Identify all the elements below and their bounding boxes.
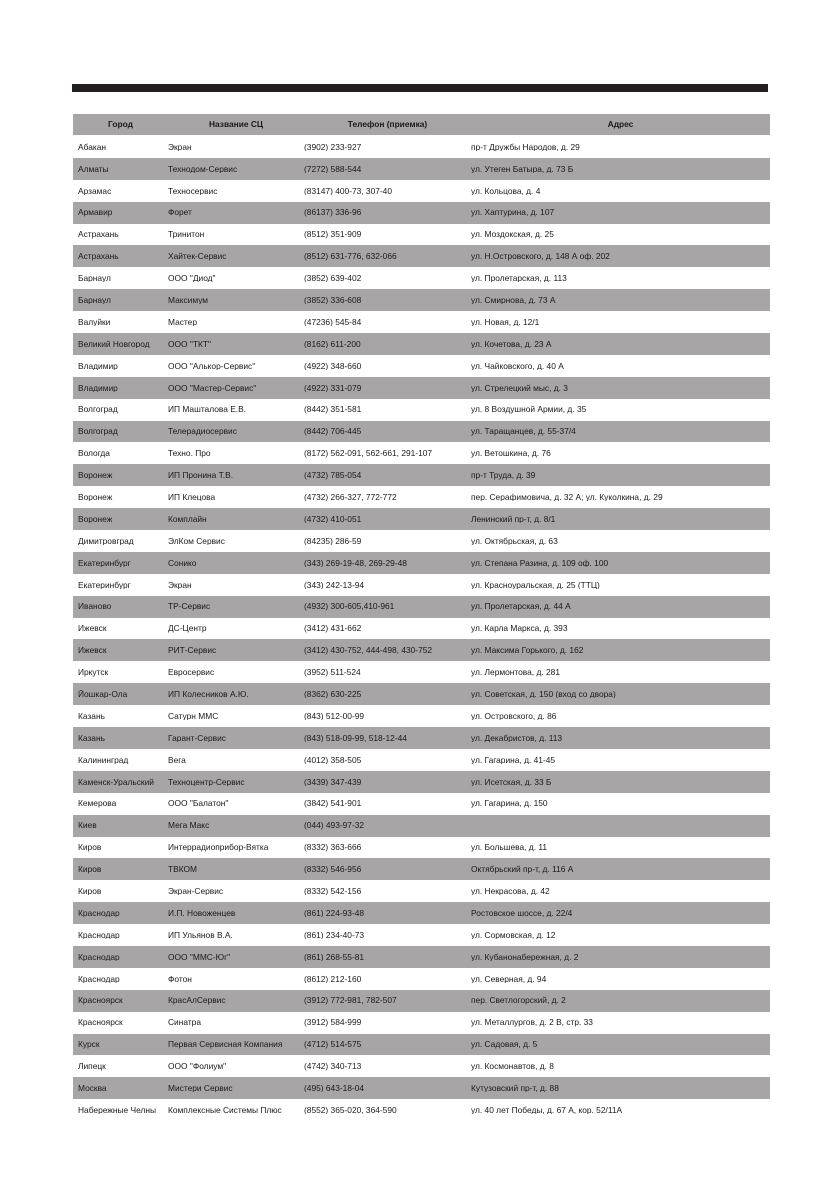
cell-city: Краснодар — [78, 930, 120, 940]
cell-city: Набережные Челны — [78, 1105, 157, 1115]
table-row — [73, 749, 770, 771]
table-row — [73, 158, 770, 180]
cell-name: Экран — [168, 580, 192, 589]
header-city: Город — [108, 120, 133, 129]
cell-address: ул. Космонавтов, д. 8 — [471, 1062, 554, 1071]
service-center-table — [73, 114, 770, 1121]
cell-address: ул. Металлургов, д. 2 В, стр. 33 — [471, 1018, 593, 1027]
header-address: Адрес — [607, 120, 634, 129]
cell-phone: (8552) 365-020, 364-590 — [304, 1105, 397, 1115]
cell-city: Краснодар — [78, 974, 120, 983]
cell-phone: (343) 269-19-48, 269-29-48 — [304, 558, 407, 568]
cell-address: ул. Островского, д. 86 — [471, 711, 557, 721]
cell-phone: (3412) 431-662 — [304, 624, 362, 633]
table-row — [73, 245, 770, 267]
cell-city: Москва — [78, 1084, 107, 1093]
table-row — [73, 1034, 770, 1056]
cell-phone: (8332) 546-956 — [304, 865, 362, 874]
cell-name: Синатра — [168, 1018, 201, 1027]
top-rule — [72, 84, 768, 92]
cell-address: ул. Гагарина, д. 150 — [471, 799, 548, 808]
table-row — [73, 333, 770, 355]
cell-phone: (4932) 300-605,410-961 — [304, 602, 395, 611]
cell-city: Краснодар — [78, 908, 120, 918]
cell-name: ДС-Центр — [168, 624, 207, 633]
table-row — [73, 180, 770, 202]
cell-city: Иваново — [78, 602, 112, 611]
table-row — [73, 311, 770, 333]
cell-name: И.П. Новоженцев — [168, 908, 236, 918]
cell-phone: (861) 224-93-48 — [304, 908, 365, 918]
table-row — [73, 224, 770, 246]
cell-phone: (3412) 430-752, 444-498, 430-752 — [304, 646, 433, 655]
cell-name: Хайтек-Сервис — [168, 252, 227, 261]
cell-phone: (3912) 584-999 — [304, 1018, 362, 1027]
table-row — [73, 618, 770, 640]
cell-city: Вологда — [78, 449, 110, 458]
cell-address: ул. Красноуральская, д. 25 (ТТЦ) — [471, 580, 600, 589]
cell-address: ул. Советская, д. 150 (вход со двора) — [471, 690, 616, 699]
cell-phone: (861) 268-55-81 — [304, 952, 365, 962]
table-row — [73, 771, 770, 793]
cell-address: ул. Пролетарская, д. 113 — [471, 274, 567, 283]
cell-address: ул. Моздокская, д. 25 — [471, 230, 554, 239]
cell-address: ул. Большева, д. 11 — [471, 843, 548, 852]
cell-phone: (83147) 400-73, 307-40 — [304, 186, 393, 195]
cell-city: Калининград — [78, 755, 129, 765]
cell-address: пер. Серафимовича, д. 32 А; ул. Куколкина, д. 29 — [471, 492, 663, 502]
cell-name: ООО "Алькор-Сервис" — [168, 361, 256, 371]
cell-address: ул. Некрасова, д. 42 — [471, 887, 550, 896]
cell-address: ул. 40 лет Победы, д. 67 А, кор. 52/11А — [471, 1105, 623, 1115]
table-row — [73, 574, 770, 596]
cell-name: ТР-Сервис — [168, 602, 211, 611]
cell-phone: (343) 242-13-94 — [304, 580, 365, 589]
cell-phone: (8332) 363-666 — [304, 843, 362, 852]
table-row — [73, 464, 770, 486]
cell-phone: (4742) 340-713 — [304, 1062, 362, 1071]
cell-city: Димитровград — [78, 536, 134, 546]
cell-address: пр-т Дружбы Народов, д. 29 — [471, 142, 580, 152]
table-row — [73, 289, 770, 311]
cell-city: Астрахань — [78, 230, 119, 239]
table-row — [73, 486, 770, 508]
cell-name: ЭлКом Сервис — [168, 536, 225, 546]
cell-address: ул. Утеген Батыра, д. 73 Б — [471, 164, 574, 174]
cell-name: ООО "Мастер-Сервис" — [168, 383, 257, 392]
cell-address: ул. Новая, д. 12/1 — [471, 317, 540, 327]
cell-city: Барнаул — [78, 274, 111, 283]
cell-phone: (4012) 358-505 — [304, 755, 362, 765]
cell-phone: (4712) 514-575 — [304, 1040, 362, 1049]
table-row — [73, 683, 770, 705]
cell-address: Кутузовский пр-т, д. 88 — [471, 1084, 559, 1093]
cell-phone: (044) 493-97-32 — [304, 821, 365, 830]
cell-address: ул. Ветошкина, д. 76 — [471, 449, 551, 458]
cell-name: ООО "Диод" — [168, 274, 216, 283]
cell-address: пер. Светлогорский, д. 2 — [471, 996, 566, 1005]
cell-name: Евросервис — [168, 668, 215, 677]
cell-city: Ижевск — [78, 646, 107, 655]
table-header — [73, 114, 770, 135]
cell-phone: (4922) 348-660 — [304, 361, 362, 371]
cell-address: ул. Пролетарская, д. 44 А — [471, 602, 571, 611]
cell-address: ул. Кубанонабережная, д. 2 — [471, 952, 579, 962]
cell-name: ООО "ММС-Юг" — [168, 952, 231, 962]
table-row — [73, 837, 770, 859]
cell-city: Йошкар-Ола — [78, 690, 128, 699]
cell-city: Воронеж — [78, 471, 113, 480]
cell-address: ул. Декабристов, д. 113 — [471, 733, 563, 743]
cell-city: Воронеж — [78, 492, 113, 502]
cell-name: Вега — [168, 755, 186, 765]
cell-city: Ижевск — [78, 624, 107, 633]
table-row — [73, 639, 770, 661]
table-row — [73, 421, 770, 443]
cell-city: Краснодар — [78, 952, 120, 962]
cell-city: Иркутск — [78, 668, 109, 677]
cell-name: Техноцентр-Сервис — [168, 777, 245, 786]
cell-name: Сонико — [168, 558, 197, 568]
cell-phone: (84235) 286-59 — [304, 536, 362, 546]
cell-address: Ростовское шоссе, д. 22/4 — [471, 908, 573, 918]
table-row — [73, 399, 770, 421]
cell-address: ул. Садовая, д. 5 — [471, 1040, 538, 1049]
cell-phone: (8442) 706-445 — [304, 427, 362, 436]
cell-phone: (8442) 351-581 — [304, 405, 362, 414]
cell-city: Кемерова — [78, 799, 117, 808]
cell-phone: (8512) 631-776, 632-066 — [304, 252, 397, 261]
cell-name: Форет — [168, 208, 192, 217]
cell-phone: (47236) 545-84 — [304, 317, 362, 327]
cell-city: Абакан — [78, 142, 106, 152]
cell-name: Первая Сервисная Компания — [168, 1040, 283, 1049]
table-row — [73, 880, 770, 902]
cell-city: Каменск-Уральский — [78, 777, 154, 786]
cell-name: КрасАлСервис — [168, 996, 226, 1005]
table-row — [73, 596, 770, 618]
cell-city: Астрахань — [78, 252, 119, 261]
cell-phone: (3852) 639-402 — [304, 274, 362, 283]
cell-name: ИП Машталова Е.В. — [168, 405, 247, 414]
cell-name: Мистери Сервис — [168, 1084, 233, 1093]
cell-city: Арзамас — [78, 186, 112, 195]
cell-phone: (495) 643-18-04 — [304, 1084, 365, 1093]
cell-city: Алматы — [78, 164, 109, 174]
cell-address: ул. Сормовская, д. 12 — [471, 930, 556, 940]
cell-name: Мастер — [168, 317, 197, 327]
table-row — [73, 727, 770, 749]
cell-name: ООО "Балатон" — [168, 799, 229, 808]
cell-city: Армавир — [78, 208, 113, 217]
table-row — [73, 508, 770, 530]
cell-city: Воронеж — [78, 514, 113, 524]
table-row — [73, 1012, 770, 1034]
table-row — [73, 793, 770, 815]
cell-name: Экран-Сервис — [168, 887, 224, 896]
cell-address: Октябрьский пр-т, д. 116 А — [471, 865, 574, 874]
cell-address: ул. Степана Разина, д. 109 оф. 100 — [471, 558, 609, 568]
cell-city: Красноярск — [78, 1018, 123, 1027]
cell-name: Технодом-Сервис — [168, 164, 238, 174]
cell-phone: (3902) 233-927 — [304, 142, 362, 152]
cell-name: Техно. Про — [168, 449, 211, 458]
table-row — [73, 968, 770, 990]
cell-name: ООО "Фолиум" — [168, 1062, 227, 1071]
cell-city: Великий Новгород — [78, 339, 150, 349]
cell-name: Мега Макс — [168, 821, 210, 830]
table-row — [73, 858, 770, 880]
table-row — [73, 902, 770, 924]
cell-phone: (8162) 611-200 — [304, 339, 361, 349]
table-row — [73, 442, 770, 464]
cell-phone: (3842) 541-901 — [304, 799, 362, 808]
cell-phone: (8332) 542-156 — [304, 887, 362, 896]
cell-phone: (86137) 336-96 — [304, 208, 362, 217]
cell-city: Волгоград — [78, 405, 118, 414]
cell-address: ул. Максима Горького, д. 162 — [471, 646, 584, 655]
cell-address: ул. Смирнова, д. 73 А — [471, 295, 556, 305]
header-name: Название СЦ — [208, 120, 264, 129]
cell-phone: (843) 512-00-99 — [304, 711, 365, 721]
cell-name: РИТ-Сервис — [168, 646, 217, 655]
cell-name: Экран — [168, 142, 192, 152]
cell-city: Курск — [78, 1040, 100, 1049]
cell-name: Максимум — [168, 295, 209, 305]
cell-phone: (7272) 588-544 — [304, 164, 362, 174]
cell-name: Фотон — [168, 974, 192, 983]
cell-city: Киров — [78, 865, 102, 874]
cell-address: ул. Кольцова, д. 4 — [471, 186, 541, 195]
cell-name: Тринитон — [168, 230, 205, 239]
table-row — [73, 946, 770, 968]
cell-phone: (4732) 410-051 — [304, 514, 362, 524]
cell-city: Казань — [78, 711, 105, 721]
cell-city: Владимир — [78, 383, 118, 392]
cell-address: ул. Стрелецкий мыс, д. 3 — [471, 383, 568, 392]
cell-name: Интеррадиоприбор-Вятка — [168, 843, 269, 852]
table-row — [73, 815, 770, 837]
cell-city: Красноярск — [78, 996, 123, 1005]
cell-phone: (3912) 772-981, 782-507 — [304, 996, 397, 1005]
table-body — [73, 136, 770, 1121]
cell-phone: (4922) 331-079 — [304, 383, 362, 392]
cell-name: Телерадиосервис — [168, 427, 237, 436]
table-row — [73, 530, 770, 552]
cell-city: Екатеринбург — [78, 580, 131, 589]
cell-phone: (843) 518-09-99, 518-12-44 — [304, 733, 407, 743]
cell-phone: (861) 234-40-73 — [304, 930, 365, 940]
cell-address: пр-т Труда, д. 39 — [471, 471, 536, 480]
cell-name: ИП Клецова — [168, 492, 216, 502]
cell-name: Гарант-Сервис — [168, 733, 226, 743]
cell-name: Техносервис — [168, 186, 218, 195]
table-row — [73, 924, 770, 946]
cell-phone: (4732) 785-054 — [304, 471, 362, 480]
cell-address: ул. Чайковского, д. 40 А — [471, 361, 564, 371]
cell-phone: (8172) 562-091, 562-661, 291-107 — [304, 449, 433, 458]
cell-address: ул. Гагарина, д. 41-45 — [471, 755, 556, 765]
cell-city: Липецк — [78, 1062, 106, 1071]
table-row — [73, 705, 770, 727]
cell-city: Валуйки — [78, 317, 111, 327]
cell-address: ул. Карла Маркса, д. 393 — [471, 624, 568, 633]
table-row — [73, 355, 770, 377]
cell-city: Казань — [78, 733, 105, 743]
cell-address: ул. Кочетова, д. 23 А — [471, 339, 552, 349]
cell-address: ул. Н.Островского, д. 148 А оф. 202 — [471, 252, 610, 261]
cell-city: Барнаул — [78, 295, 111, 305]
cell-name: Сатурн ММС — [168, 711, 219, 721]
cell-phone: (3952) 511-524 — [304, 668, 361, 677]
table-row — [73, 1055, 770, 1077]
cell-address: ул. Хаптурина, д. 107 — [471, 208, 555, 217]
cell-name: ИП Ульянов В.А. — [168, 930, 233, 940]
table-row — [73, 377, 770, 399]
table-row — [73, 661, 770, 683]
cell-address: ул. Октябрьская, д. 63 — [471, 536, 558, 546]
table-row — [73, 552, 770, 574]
table-row — [73, 202, 770, 224]
cell-city: Киров — [78, 887, 102, 896]
table-row — [73, 267, 770, 289]
table-row — [73, 136, 770, 158]
cell-city: Екатеринбург — [78, 558, 131, 568]
table-row — [73, 1077, 770, 1099]
header-phone: Телефон (приемка) — [347, 120, 428, 129]
cell-address: ул. Северная, д. 94 — [471, 974, 547, 983]
cell-name: ТВКОМ — [168, 865, 197, 874]
cell-name: Комплексные Системы Плюс — [168, 1105, 282, 1115]
cell-phone: (8612) 212-160 — [304, 974, 362, 983]
cell-phone: (8362) 630-225 — [304, 690, 362, 699]
cell-name: Комплайн — [168, 514, 207, 524]
cell-phone: (3439) 347-439 — [304, 777, 362, 786]
cell-address: Ленинский пр-т, д. 8/1 — [471, 514, 556, 524]
cell-address: ул. Таращанцев, д. 55-37/4 — [471, 427, 576, 436]
cell-city: Волгоград — [78, 427, 118, 436]
cell-city: Киров — [78, 843, 102, 852]
cell-name: ИП Колесников А.Ю. — [168, 690, 249, 699]
cell-phone: (4732) 266-327, 772-772 — [304, 492, 397, 502]
table-row — [73, 1099, 770, 1121]
cell-name: ИП Пронина Т.В. — [168, 471, 234, 480]
cell-address: ул. Лермонтова, д. 281 — [471, 668, 560, 677]
cell-phone: (3852) 336-608 — [304, 295, 362, 305]
cell-name: ООО "ТКТ" — [168, 339, 211, 349]
cell-phone: (8512) 351-909 — [304, 230, 362, 239]
cell-address: ул. 8 Воздушной Армии, д. 35 — [471, 405, 587, 414]
table-row — [73, 990, 770, 1012]
cell-city: Владимир — [78, 361, 118, 371]
cell-address: ул. Исетская, д. 33 Б — [471, 777, 552, 786]
cell-city: Киев — [78, 821, 97, 830]
